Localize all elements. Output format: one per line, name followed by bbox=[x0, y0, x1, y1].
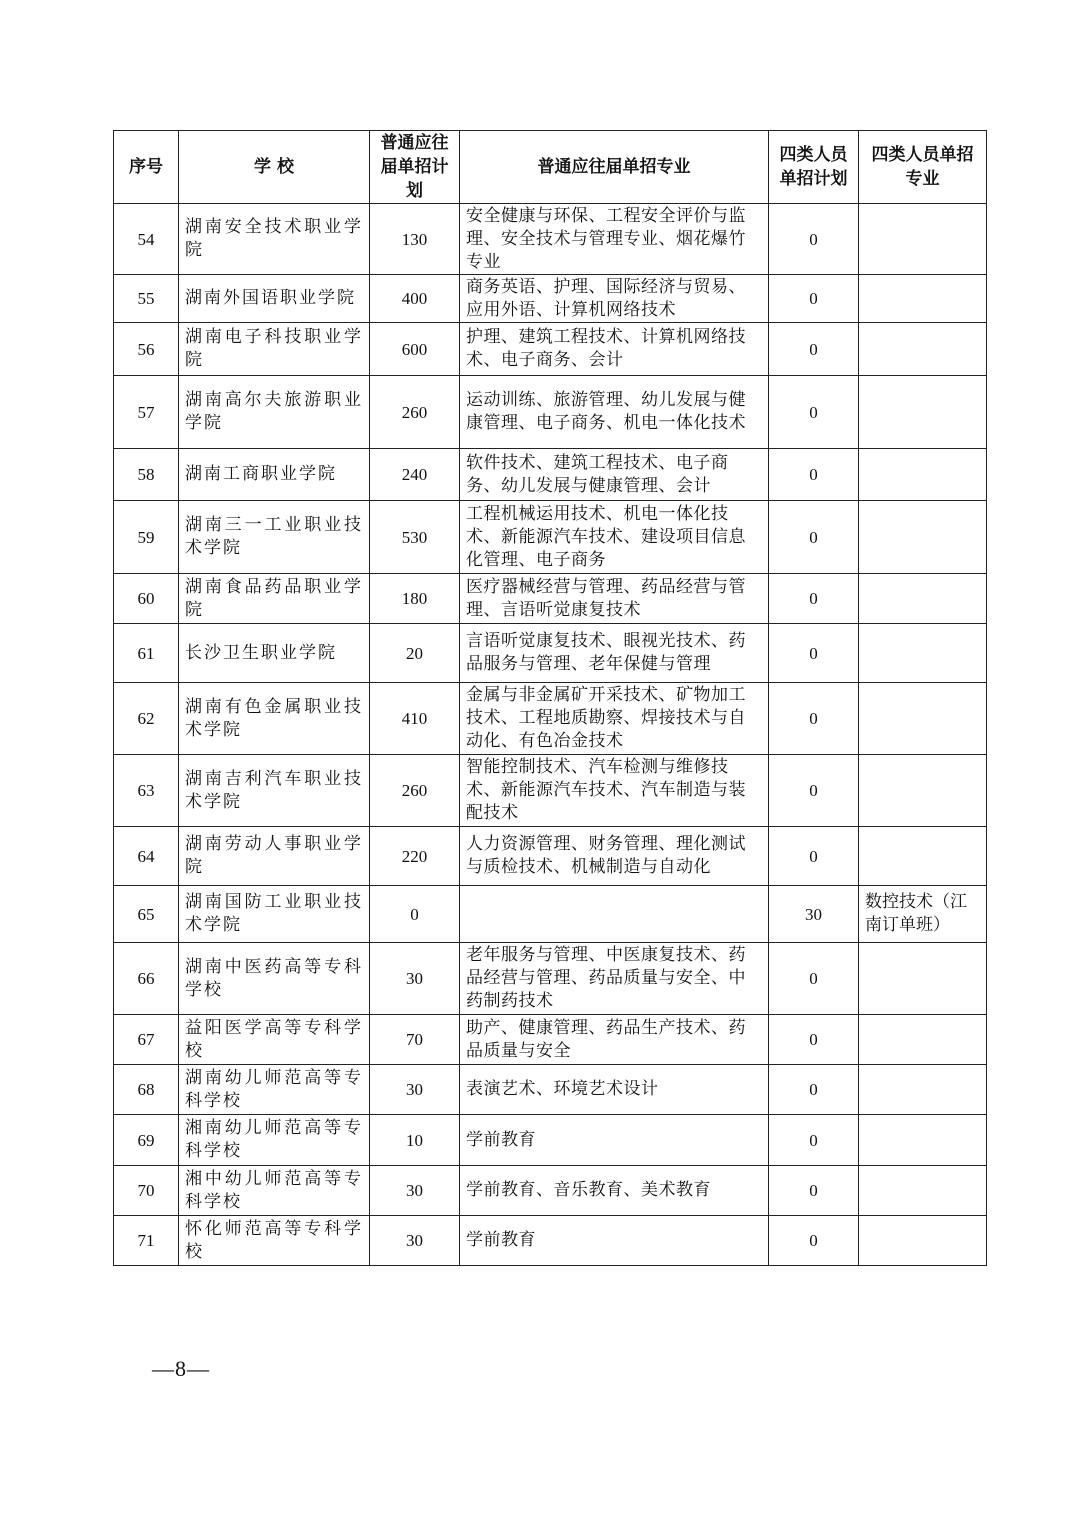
enrollment-plan-table bbox=[113, 130, 987, 1266]
page-number: —8— bbox=[152, 1356, 210, 1381]
four-category-plan-cell: 0 bbox=[769, 624, 859, 683]
regular-majors-cell: 学前教育、音乐教育、美术教育 bbox=[460, 1166, 769, 1216]
regular-majors-cell: 工程机械运用技术、机电一体化技术、新能源汽车技术、建设项目信息化管理、电子商务 bbox=[460, 501, 769, 574]
regular-majors-cell: 运动训练、旅游管理、幼儿发展与健康管理、电子商务、机电一体化技术 bbox=[460, 376, 769, 449]
school-cell: 湖南幼儿师范高等专科学校 bbox=[179, 1065, 370, 1115]
serial-number-cell: 55 bbox=[114, 275, 179, 323]
serial-number-cell: 70 bbox=[114, 1166, 179, 1216]
four-category-majors-cell bbox=[859, 574, 987, 624]
four-category-plan-cell: 0 bbox=[769, 501, 859, 574]
four-category-majors-cell bbox=[859, 204, 987, 275]
regular-plan-cell: 600 bbox=[370, 323, 460, 376]
four-category-majors-cell bbox=[859, 755, 987, 827]
serial-number-cell: 66 bbox=[114, 943, 179, 1015]
header-regular-plan: 普通应往届单招计划 bbox=[370, 131, 460, 204]
table-row bbox=[114, 624, 987, 683]
table-row bbox=[114, 1015, 987, 1065]
school-cell: 湖南中医药高等专科学校 bbox=[179, 943, 370, 1015]
regular-plan-cell: 10 bbox=[370, 1115, 460, 1166]
header-four-category-plan: 四类人员单招计划 bbox=[769, 131, 859, 204]
four-category-plan-cell: 0 bbox=[769, 827, 859, 886]
regular-plan-cell: 240 bbox=[370, 449, 460, 501]
regular-majors-cell: 安全健康与环保、工程安全评价与监理、安全技术与管理专业、烟花爆竹专业 bbox=[460, 204, 769, 275]
school-cell: 湖南有色金属职业技术学院 bbox=[179, 683, 370, 755]
four-category-plan-cell: 0 bbox=[769, 943, 859, 1015]
table-row bbox=[114, 574, 987, 624]
regular-majors-cell: 软件技术、建筑工程技术、电子商务、幼儿发展与健康管理、会计 bbox=[460, 449, 769, 501]
regular-majors-cell: 商务英语、护理、国际经济与贸易、应用外语、计算机网络技术 bbox=[460, 275, 769, 323]
four-category-majors-cell bbox=[859, 827, 987, 886]
table-row bbox=[114, 1115, 987, 1166]
four-category-majors-cell: 数控技术（江南订单班） bbox=[859, 886, 987, 943]
school-cell: 湖南三一工业职业技术学院 bbox=[179, 501, 370, 574]
four-category-majors-cell bbox=[859, 501, 987, 574]
school-cell: 湘中幼儿师范高等专科学校 bbox=[179, 1166, 370, 1216]
serial-number-cell: 65 bbox=[114, 886, 179, 943]
school-cell: 湖南吉利汽车职业技术学院 bbox=[179, 755, 370, 827]
regular-majors-cell: 表演艺术、环境艺术设计 bbox=[460, 1065, 769, 1115]
regular-plan-cell: 220 bbox=[370, 827, 460, 886]
table-row bbox=[114, 886, 987, 943]
four-category-plan-cell: 0 bbox=[769, 683, 859, 755]
school-cell: 长沙卫生职业学院 bbox=[179, 624, 370, 683]
regular-plan-cell: 20 bbox=[370, 624, 460, 683]
regular-majors-cell: 智能控制技术、汽车检测与维修技术、新能源汽车技术、汽车制造与装配技术 bbox=[460, 755, 769, 827]
four-category-plan-cell: 0 bbox=[769, 755, 859, 827]
regular-plan-cell: 410 bbox=[370, 683, 460, 755]
regular-majors-cell: 老年服务与管理、中医康复技术、药品经营与管理、药品质量与安全、中药制药技术 bbox=[460, 943, 769, 1015]
four-category-plan-cell: 0 bbox=[769, 1115, 859, 1166]
table-row bbox=[114, 683, 987, 755]
serial-number-cell: 68 bbox=[114, 1065, 179, 1115]
four-category-majors-cell bbox=[859, 1015, 987, 1065]
regular-majors-cell: 金属与非金属矿开采技术、矿物加工技术、工程地质勘察、焊接技术与自动化、有色冶金技术 bbox=[460, 683, 769, 755]
serial-number-cell: 69 bbox=[114, 1115, 179, 1166]
serial-number-cell: 56 bbox=[114, 323, 179, 376]
regular-plan-cell: 30 bbox=[370, 1065, 460, 1115]
school-cell: 湖南国防工业职业技术学院 bbox=[179, 886, 370, 943]
four-category-majors-cell bbox=[859, 1065, 987, 1115]
table-row bbox=[114, 449, 987, 501]
four-category-plan-cell: 0 bbox=[769, 204, 859, 275]
serial-number-cell: 61 bbox=[114, 624, 179, 683]
table-row bbox=[114, 323, 987, 376]
regular-plan-cell: 30 bbox=[370, 1166, 460, 1216]
regular-majors-cell: 医疗器械经营与管理、药品经营与管理、言语听觉康复技术 bbox=[460, 574, 769, 624]
four-category-majors-cell bbox=[859, 943, 987, 1015]
table-row bbox=[114, 204, 987, 275]
four-category-majors-cell bbox=[859, 1115, 987, 1166]
serial-number-cell: 64 bbox=[114, 827, 179, 886]
table-row bbox=[114, 943, 987, 1015]
regular-plan-cell: 70 bbox=[370, 1015, 460, 1065]
regular-plan-cell: 30 bbox=[370, 943, 460, 1015]
four-category-majors-cell bbox=[859, 683, 987, 755]
four-category-plan-cell: 0 bbox=[769, 1015, 859, 1065]
school-cell: 湖南食品药品职业学院 bbox=[179, 574, 370, 624]
table-row bbox=[114, 1166, 987, 1216]
regular-majors-cell bbox=[460, 886, 769, 943]
regular-majors-cell: 学前教育 bbox=[460, 1216, 769, 1266]
serial-number-cell: 54 bbox=[114, 204, 179, 275]
four-category-plan-cell: 0 bbox=[769, 1166, 859, 1216]
school-cell: 湖南电子科技职业学院 bbox=[179, 323, 370, 376]
serial-number-cell: 71 bbox=[114, 1216, 179, 1266]
school-cell: 湖南高尔夫旅游职业学院 bbox=[179, 376, 370, 449]
four-category-majors-cell bbox=[859, 275, 987, 323]
four-category-plan-cell: 0 bbox=[769, 1216, 859, 1266]
header-serial-number: 序号 bbox=[114, 131, 179, 204]
four-category-plan-cell: 0 bbox=[769, 323, 859, 376]
four-category-majors-cell bbox=[859, 449, 987, 501]
header-four-category-majors: 四类人员单招专业 bbox=[859, 131, 987, 204]
four-category-majors-cell bbox=[859, 1166, 987, 1216]
regular-plan-cell: 260 bbox=[370, 755, 460, 827]
table-row bbox=[114, 755, 987, 827]
table-header-row bbox=[114, 131, 987, 204]
table-row bbox=[114, 376, 987, 449]
regular-plan-cell: 260 bbox=[370, 376, 460, 449]
table-row bbox=[114, 827, 987, 886]
serial-number-cell: 62 bbox=[114, 683, 179, 755]
table-row bbox=[114, 1216, 987, 1266]
school-cell: 益阳医学高等专科学校 bbox=[179, 1015, 370, 1065]
serial-number-cell: 63 bbox=[114, 755, 179, 827]
header-regular-majors: 普通应往届单招专业 bbox=[460, 131, 769, 204]
table-row bbox=[114, 501, 987, 574]
regular-plan-cell: 30 bbox=[370, 1216, 460, 1266]
school-cell: 湖南外国语职业学院 bbox=[179, 275, 370, 323]
regular-plan-cell: 0 bbox=[370, 886, 460, 943]
table-row bbox=[114, 1065, 987, 1115]
serial-number-cell: 60 bbox=[114, 574, 179, 624]
school-cell: 湘南幼儿师范高等专科学校 bbox=[179, 1115, 370, 1166]
serial-number-cell: 58 bbox=[114, 449, 179, 501]
school-cell: 怀化师范高等专科学校 bbox=[179, 1216, 370, 1266]
school-cell: 湖南工商职业学院 bbox=[179, 449, 370, 501]
four-category-plan-cell: 30 bbox=[769, 886, 859, 943]
regular-majors-cell: 助产、健康管理、药品生产技术、药品质量与安全 bbox=[460, 1015, 769, 1065]
four-category-plan-cell: 0 bbox=[769, 574, 859, 624]
four-category-plan-cell: 0 bbox=[769, 275, 859, 323]
regular-majors-cell: 护理、建筑工程技术、计算机网络技术、电子商务、会计 bbox=[460, 323, 769, 376]
four-category-plan-cell: 0 bbox=[769, 376, 859, 449]
regular-plan-cell: 400 bbox=[370, 275, 460, 323]
school-cell: 湖南安全技术职业学院 bbox=[179, 204, 370, 275]
four-category-plan-cell: 0 bbox=[769, 449, 859, 501]
regular-majors-cell: 言语听觉康复技术、眼视光技术、药品服务与管理、老年保健与管理 bbox=[460, 624, 769, 683]
four-category-majors-cell bbox=[859, 624, 987, 683]
regular-plan-cell: 130 bbox=[370, 204, 460, 275]
regular-majors-cell: 人力资源管理、财务管理、理化测试与质检技术、机械制造与自动化 bbox=[460, 827, 769, 886]
four-category-majors-cell bbox=[859, 1216, 987, 1266]
serial-number-cell: 57 bbox=[114, 376, 179, 449]
table-row bbox=[114, 275, 987, 323]
regular-plan-cell: 180 bbox=[370, 574, 460, 624]
regular-plan-cell: 530 bbox=[370, 501, 460, 574]
serial-number-cell: 67 bbox=[114, 1015, 179, 1065]
regular-majors-cell: 学前教育 bbox=[460, 1115, 769, 1166]
four-category-plan-cell: 0 bbox=[769, 1065, 859, 1115]
serial-number-cell: 59 bbox=[114, 501, 179, 574]
school-cell: 湖南劳动人事职业学院 bbox=[179, 827, 370, 886]
header-school: 学 校 bbox=[179, 131, 370, 204]
four-category-majors-cell bbox=[859, 376, 987, 449]
four-category-majors-cell bbox=[859, 323, 987, 376]
